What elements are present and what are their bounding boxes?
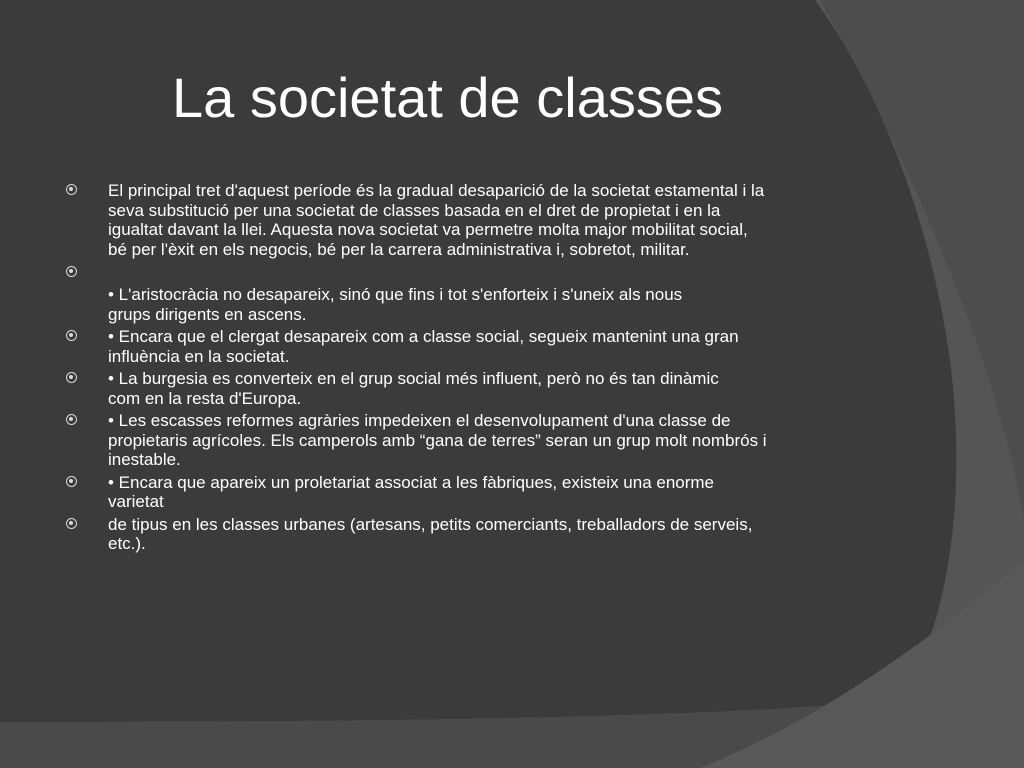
bullet-text: • Les escasses reformes agràries impedeixen el desenvolupament d'una classe de propietaris agrícoles. Els camperols amb “gana de terres” seran un grup molt nombrós i inestable. <box>108 411 767 469</box>
circle-dot-bullet-icon <box>66 184 77 195</box>
bullet-spacer <box>66 263 906 285</box>
circle-dot-bullet-icon <box>66 518 77 529</box>
bullet-text: • Encara que apareix un proletariat associat a les fàbriques, existeix una enorme varietat <box>108 472 715 511</box>
bullet-text: • Encara que el clergat desapareix com a classe social, segueix mantenint una gran influència en la societat. <box>108 327 739 366</box>
bullet-text: El principal tret d'aquest període és la gradual desaparició de la societat estamental i la seva substitució per una societat de classes basada en el dret de propietat i en la igualtat davant la llei. Aquesta nova societat va permetre molta major mobilitat social, bé per l'èxit en els negocis, bé per la carrera administrativa i, sobretot, militar. <box>108 181 765 259</box>
bullet-list <box>66 181 906 554</box>
circle-dot-bullet-icon <box>66 476 77 487</box>
bullet-item <box>66 327 906 366</box>
bullet-item <box>66 181 906 259</box>
circle-dot-bullet-icon <box>66 414 77 425</box>
circle-dot-bullet-icon <box>66 266 77 277</box>
bullet-text: • L'aristocràcia no desapareix, sinó que fins i tot s'enforteix i s'uneix als nous grups dirigents en ascens. <box>108 285 683 324</box>
circle-dot-bullet-icon <box>66 372 77 383</box>
bullet-item <box>66 515 906 554</box>
bullet-item <box>66 473 906 512</box>
bullet-text: de tipus en les classes urbanes (artesans, petits comerciants, treballadors de serveis, etc.). <box>108 514 753 553</box>
slide-title: La societat de classes <box>172 66 723 129</box>
bullet-item <box>66 411 906 470</box>
bullet-item <box>66 369 906 408</box>
circle-dot-bullet-icon <box>66 330 77 341</box>
bullet-text: • La burgesia es converteix en el grup social més influent, però no és tan dinàmic com en la resta d'Europa. <box>108 369 719 408</box>
bullet-continuation-text <box>66 285 906 324</box>
